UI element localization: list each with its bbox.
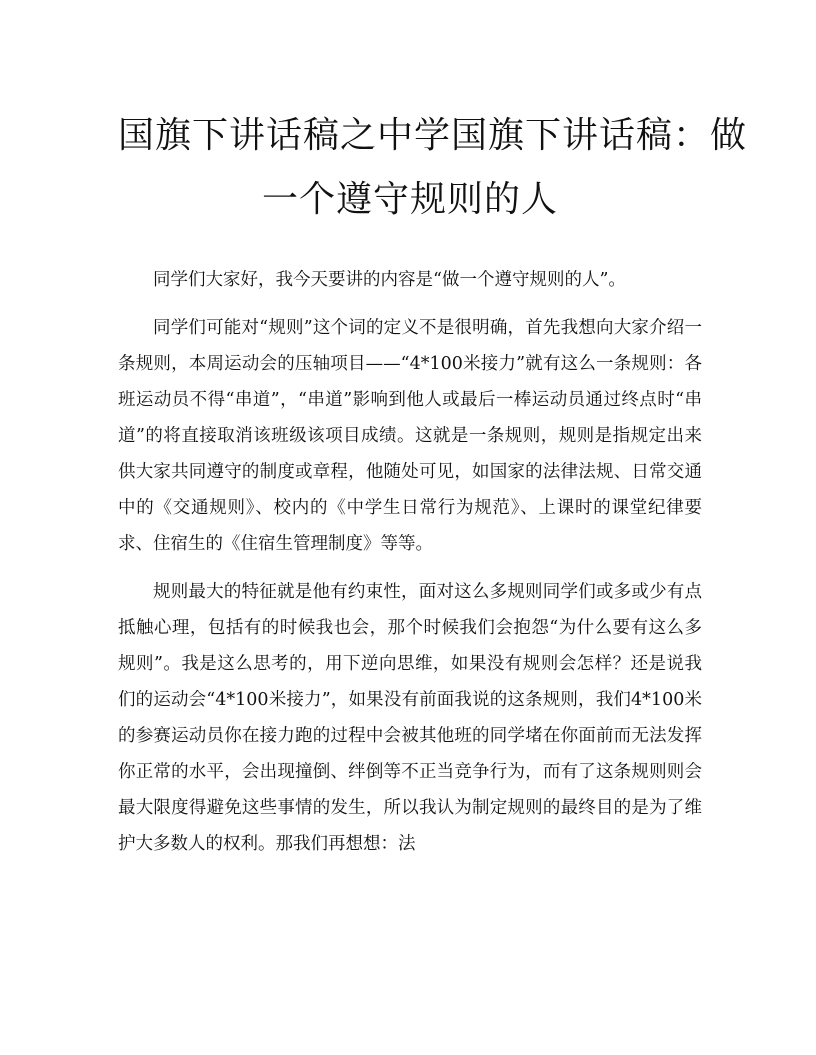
document-title: [118, 104, 748, 232]
paragraph-1: 同学们大家好，我今天要讲的内容是“做一个遵守规则的人”。: [153, 270, 626, 290]
title-line-2: 一个遵守规则的人: [261, 179, 558, 220]
title-line-1: 国旗下讲话稿之中学国旗下讲话稿：做: [118, 115, 748, 156]
paragraph-3: 规则最大的特征就是他有约束性，面对这么多规则同学们或多或少有点抵触心理，包括有的时候我也会，那个时候我们会抱怨“为什么要有这么多规则”。我是这么思考的，用下逆向思维，如果没有规则会怎样？还是说我们的运动会“4*100米接力”，如果没有前面我说的这条规则，我们4*100米的参赛运动员你在接力跑的过程中会被其他班的同学堵在你面前而无法发挥你正常的水平，会出现撞倒、绊倒等不正当竞争行为，而有了这条规则则会最大限度得避免这些事情的发生，所以我认为制定规则的最终目的是为了维护大多数人的权利。那我们再想想：法: [118, 582, 702, 854]
document-body: [118, 262, 702, 862]
paragraph-2: 同学们可能对“规则”这个词的定义不是很明确，首先我想向大家介绍一条规则，本周运动会的压轴项目——“4*100米接力”就有这么一条规则：各班运动员不得“串道”，“串道”影响到他人或最后一棒运动员通过终点时“串道”的将直接取消该班级该项目成绩。这就是一条规则，规则是指规定出来供大家共同遵守的制度或章程，他随处可见，如国家的法律法规、日常交通中的《交通规则》、校内的《中学生日常行为规范》、上课时的课堂纪律要求、住宿生的《住宿生管理制度》等等。: [118, 318, 702, 554]
